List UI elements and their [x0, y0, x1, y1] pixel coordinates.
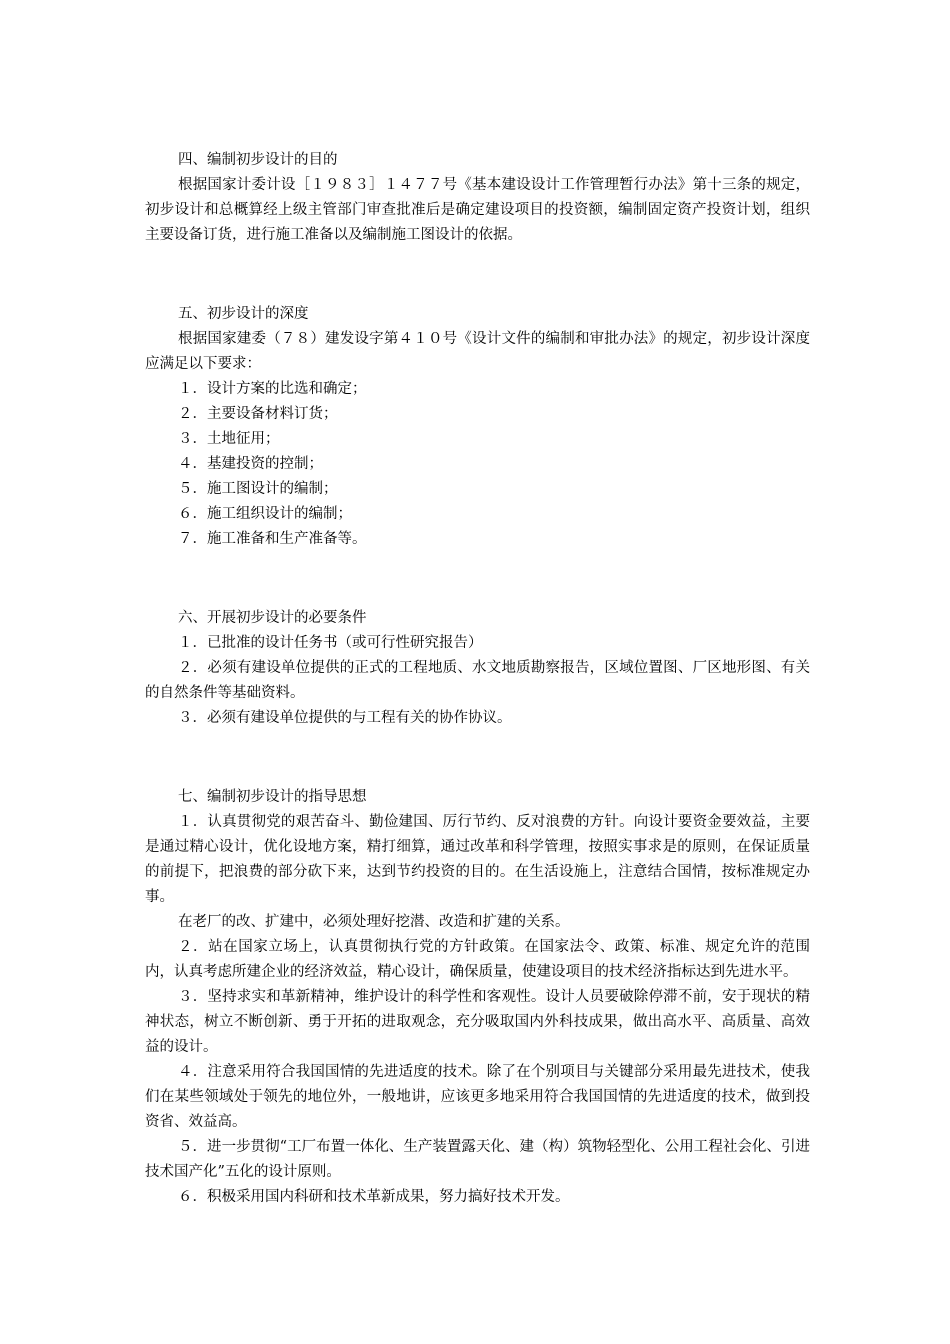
list-item: １．设计方案的比选和确定； [178, 381, 367, 397]
list-item: ３．土地征用； [178, 431, 280, 447]
paragraph: 根据国家计委计设［１９８３］１４７７号《基本建设设计工作管理暂行办法》第十三条的规定，初步设计和总概算经上级主管部门审查批准后是确定建设项目的投资额，编制固定资产投资计划，组织主要设备订货，进行施工准备以及编制施工图设计的依据。 [145, 177, 810, 243]
paragraph: 根据国家建委（７８）建发设字第４１０号《设计文件的编制和审批办法》的规定，初步设计深度应满足以下要求： [145, 331, 810, 372]
list-item: １．已批准的设计任务书（或可行性研究报告） [178, 635, 483, 651]
section-heading: 五、初步设计的深度 [178, 306, 309, 322]
section-gap [145, 248, 810, 302]
section-heading: 四、编制初步设计的目的 [178, 152, 338, 168]
paragraph: 在老厂的改、扩建中，必须处理好挖潜、改造和扩建的关系。 [178, 914, 570, 930]
list-item: ４．基建投资的控制； [178, 456, 323, 472]
paragraph: ２．站在国家立场上，认真贯彻执行党的方针政策。在国家法令、政策、标准、规定允许的范围内，认真考虑所建企业的经济效益，精心设计，确保质量，使建设项目的技术经济指标达到先进水平。 [145, 939, 810, 980]
list-item: ６．施工组织设计的编制； [178, 506, 352, 522]
paragraph: １．认真贯彻党的艰苦奋斗、勤俭建国、厉行节约、反对浪费的方针。向设计要资金要效益，主要是通过精心设计，优化设地方案，精打细算，通过改革和科学管理，按照实事求是的原则，在保证质量的前提下，把浪费的部分砍下来，达到节约投资的目的。在生活设施上，注意结合国情，按标准规定办事。 [145, 814, 810, 905]
document-page [145, 148, 810, 1210]
list-item: ５．施工图设计的编制； [178, 481, 338, 497]
list-item: ３．必须有建设单位提供的与工程有关的协作协议。 [178, 710, 512, 726]
section-heading: 七、编制初步设计的指导思想 [178, 789, 367, 805]
section-gap [145, 552, 810, 606]
paragraph: ３．坚持求实和革新精神，维护设计的科学性和客观性。设计人员要破除停滞不前，安于现状的精神状态，树立不断创新、勇于开拓的进取观念，充分吸取国内外科技成果，做出高水平、高质量、高效益的设计。 [145, 989, 810, 1055]
paragraph: ６．积极采用国内科研和技术革新成果，努力搞好技术开发。 [178, 1189, 570, 1205]
list-item: ７．施工准备和生产准备等。 [178, 531, 367, 547]
paragraph: ５．进一步贯彻“工厂布置一体化、生产装置露天化、建（构）筑物轻型化、公用工程社会化、引进技术国产化”五化的设计原则。 [145, 1139, 810, 1180]
paragraph: ４．注意采用符合我国国情的先进适度的技术。除了在个别项目与关键部分采用最先进技术，使我们在某些领域处于领先的地位外，一般地讲，应该更多地采用符合我国国情的先进适度的技术，做到投资省、效益高。 [145, 1064, 810, 1130]
section-heading: 六、开展初步设计的必要条件 [178, 610, 367, 626]
section-gap [145, 731, 810, 785]
list-item: ２．必须有建设单位提供的正式的工程地质、水文地质勘察报告，区域位置图、厂区地形图、有关的自然条件等基础资料。 [145, 660, 810, 701]
list-item: ２．主要设备材料订货； [178, 406, 338, 422]
section-6 [145, 606, 810, 731]
section-7 [145, 785, 810, 1210]
section-5 [145, 302, 810, 552]
section-4 [145, 148, 810, 248]
